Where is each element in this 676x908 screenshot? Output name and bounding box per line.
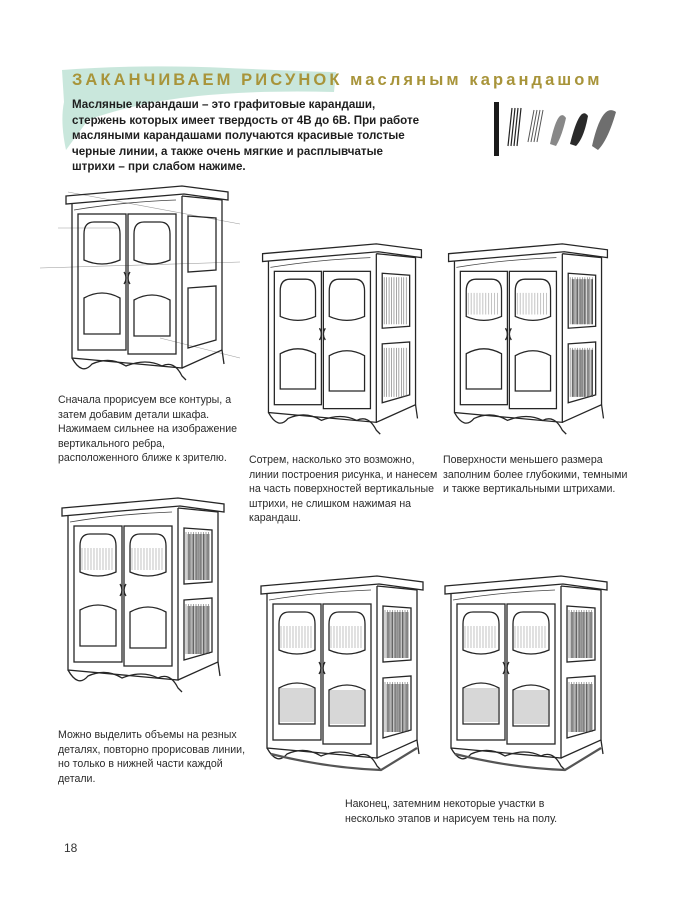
shading-hatch [384, 348, 406, 397]
right-door-upper-panel [329, 612, 365, 654]
wardrobe-drawing-step-4 [58, 490, 228, 700]
door-handles [319, 662, 325, 674]
stroke-sample-1 [508, 108, 521, 146]
wardrobe-drawing-step-3 [444, 238, 612, 440]
shading-hatch [384, 277, 406, 324]
right-door [128, 214, 176, 354]
left-door [460, 271, 507, 404]
shading-hatch [331, 690, 363, 724]
left-door-lower-panel [466, 349, 501, 389]
left-door [274, 271, 321, 404]
shading-hatch [132, 548, 162, 570]
right-door-upper-panel [329, 279, 364, 320]
right-door [124, 526, 172, 666]
shading-hatch [331, 626, 361, 648]
shading-hatch [465, 688, 497, 722]
door-handles [503, 662, 509, 674]
left-door-upper-panel [280, 279, 315, 320]
left-door-upper-panel [463, 612, 499, 654]
left-door-upper-panel [466, 279, 501, 320]
left-door-lower-panel [84, 293, 120, 334]
stroke-sample-3 [550, 115, 566, 146]
front-face [454, 254, 562, 423]
right-door-upper-panel [130, 534, 166, 576]
right-door-lower-panel [130, 607, 166, 648]
side-lower-panel [188, 286, 216, 348]
right-door-lower-panel [515, 351, 550, 391]
front-face [68, 508, 178, 680]
side-upper-panel [188, 216, 216, 272]
caption-step-1: Сначала прорисуем все контуры, а затем добавим детали шкафа. Нажимаем сильнее на изображение вертикального ребра, расположенного ближе к зрителю. [58, 394, 238, 465]
shading-hatch [281, 626, 311, 648]
door-handles [505, 328, 511, 340]
caption-step-5: Наконец, затемним некоторые участки в несколько этапов и нарисуем тень на полу. [345, 798, 558, 825]
shading-hatch [281, 688, 313, 722]
caption-step-3: Поверхности меньшего размера заполним более глубокими, темными и также вертикальными штрихами. [443, 454, 628, 496]
intro-paragraph: Масляные карандаши – это графитовые карандаши, стержень которых имеет твердость от 4B до 6B. При работе масляными карандашами получаются красивые толстые черные линии, а также очень мягкие и расплывчатые штрихи – при слабом нажиме. [72, 98, 420, 174]
front-face [451, 586, 561, 758]
stroke-sample-2 [528, 110, 543, 142]
shading-hatch [468, 293, 497, 315]
right-door [323, 271, 370, 408]
shading-hatch [517, 293, 546, 315]
shading-hatch [465, 626, 495, 648]
shading-hatch [515, 626, 545, 648]
stroke-sample-5 [592, 110, 616, 150]
page-number: 18 [64, 841, 78, 855]
page-title: ЗАКАНЧИВАЕМ РИСУНОК масляным карандашом [72, 71, 603, 89]
door-handles [120, 584, 126, 596]
caption-step-2: Сотрем, насколько это возможно, линии построения рисунка, и нанесем на часть поверхностей вертикальные штрихи, не слишком нажимая на карандаш. [249, 454, 438, 525]
stroke-sample-bar [494, 102, 499, 156]
stroke-sample-4 [570, 113, 588, 146]
right-door-lower-panel [134, 295, 170, 336]
front-face [268, 254, 376, 423]
door-handles [319, 328, 325, 340]
right-door [509, 271, 556, 408]
shading-hatch [82, 548, 112, 570]
left-door-lower-panel [80, 605, 116, 646]
wardrobe-drawing-step-1 [62, 180, 232, 386]
left-door [74, 526, 122, 662]
wardrobe-drawing-step-6 [440, 570, 612, 776]
left-door-upper-panel [80, 534, 116, 576]
left-door [78, 214, 126, 350]
left-door-upper-panel [84, 222, 120, 264]
right-door-upper-panel [513, 612, 549, 654]
door-handles [124, 272, 130, 284]
shading-hatch [515, 690, 547, 724]
wardrobe-drawing-step-5 [256, 570, 428, 776]
right-door-lower-panel [329, 351, 364, 391]
caption-step-4: Можно выделить объемы на резных деталях, повторно прорисовав линии, но только в нижней части каждой детали. [58, 729, 246, 785]
front-face [267, 586, 377, 758]
pencil-stroke-samples [492, 100, 620, 158]
left-door-lower-panel [280, 349, 315, 389]
right-door-upper-panel [134, 222, 170, 264]
left-door-upper-panel [279, 612, 315, 654]
front-face [72, 196, 182, 368]
right-door-upper-panel [515, 279, 550, 320]
wardrobe-drawing-step-2 [258, 238, 426, 440]
